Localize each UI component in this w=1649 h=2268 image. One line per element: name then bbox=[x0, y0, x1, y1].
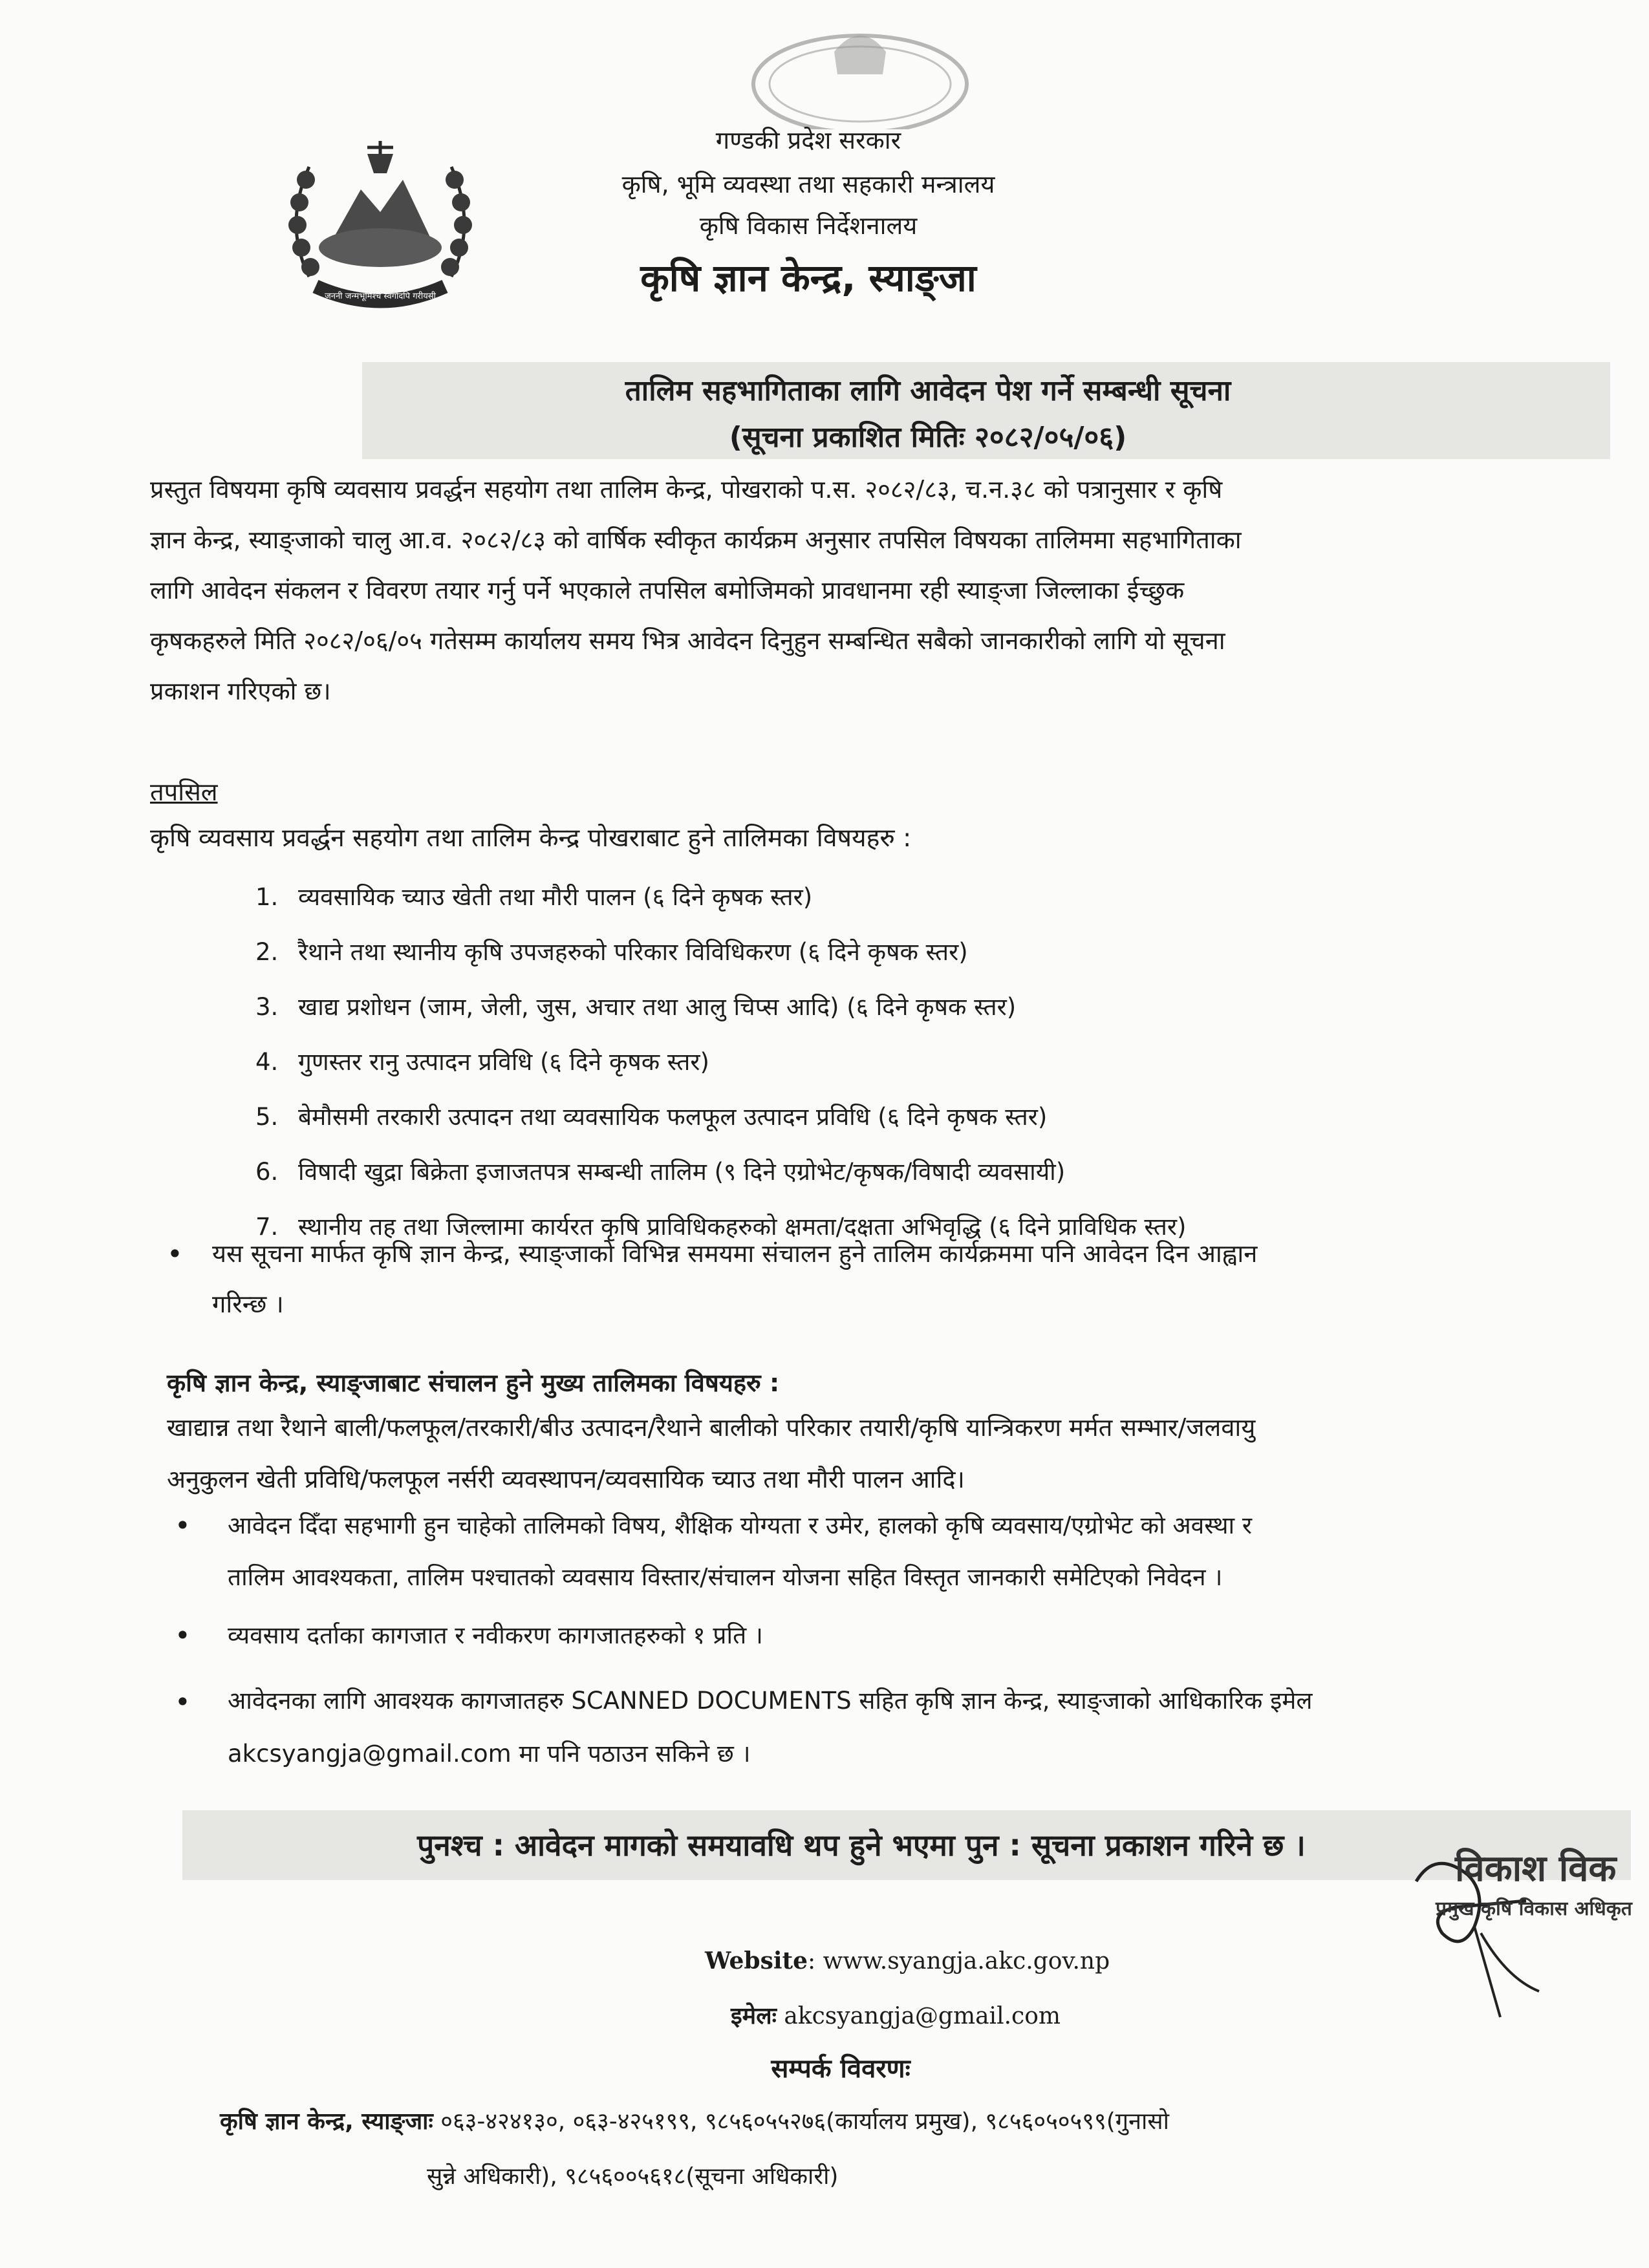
office-name: कृषि ज्ञान केन्द्र, स्याङ्जा bbox=[640, 256, 976, 300]
bullet-dot: • bbox=[175, 1510, 191, 1541]
bullet-invitation: यस सूचना मार्फत कृषि ज्ञान केन्द्र, स्याङ्जाको विभिन्न समयमा संचालन हुने तालिम कार्यक्रममा पनि आवेदन दिन आह्वान गरिन्छ । bbox=[212, 1239, 1258, 1318]
website-label: Website bbox=[705, 1947, 808, 1974]
intro-line: प्रकाशन गरिएको छ। bbox=[150, 677, 331, 705]
bullet-email-submission: आवेदनका लागि आवश्यक कागजातहरु SCANNED DOCUMENTS सहित कृषि ज्ञान केन्द्र, स्याङ्जाको आधिकारिक इमेल akcsyangja@gmail.com मा पनि पठाउन सकिने छ । bbox=[228, 1687, 1313, 1768]
list-item: 6. विषादी खुद्रा बिक्रेता इजाजतपत्र सम्बन्धी तालिम (९ दिने एग्रोभेट/कृषक/विषादी व्यवसायी) bbox=[255, 1158, 1066, 1186]
list-item: 3. खाद्य प्रशोधन (जाम, जेली, जुस, अचार तथा आलु चिप्स आदि) (६ दिने कृषक स्तर) bbox=[255, 993, 1017, 1021]
bullet-registration-docs: व्यवसाय दर्ताका कागजात र नवीकरण कागजातहरुको १ प्रति । bbox=[228, 1621, 763, 1649]
intro-line: ज्ञान केन्द्र, स्याङ्जाको चालु आ.व. २०८२/८३ को वार्षिक स्वीकृत कार्यक्रम अनुसार तपसिल विषयका तालिममा सहभागिताका bbox=[150, 526, 1242, 554]
signature-title: प्रमुख कृषि विकास अधिकृत bbox=[1436, 1898, 1632, 1920]
notice-date: (सूचना प्रकाशित मितिः २०८२/०५/०६) bbox=[729, 421, 1127, 454]
emblem-motto: जननी जन्मभूमिश्च स्वर्गादपि गरीयसी bbox=[325, 292, 436, 301]
training-list bbox=[255, 879, 1613, 1264]
signature-name: विकाश विक bbox=[1455, 1848, 1617, 1890]
signature-stamp bbox=[1397, 1836, 1643, 2030]
email-link[interactable]: akcsyangja@gmail.com bbox=[784, 2003, 1061, 2029]
list-item: 2. रैथाने तथा स्थानीय कृषि उपजहरुको परिकार विविधिकरण (६ दिने कृषक स्तर) bbox=[255, 938, 968, 966]
contact-line-1: कृषि ज्ञान केन्द्र, स्याङ्जाः ०६३-४२४१३०, ०६३-४२५१९९, ९८५६०५५२७६(कार्यालय प्रमुख), ९८५६०५०५९९(गुनासो bbox=[220, 2108, 1169, 2135]
email-line bbox=[731, 1999, 1061, 2031]
tapsil-subheading: कृषि व्यवसाय प्रवर्द्धन सहयोग तथा तालिम केन्द्र पोखराबाट हुने तालिमका विषयहरु : bbox=[150, 824, 912, 853]
ministry-name: कृषि, भूमि व्यवस्था तथा सहकारी मन्त्रालय bbox=[621, 170, 995, 198]
tapsil-heading: तपसिल bbox=[150, 778, 218, 806]
directorate-name: कृषि विकास निर्देशनालय bbox=[699, 211, 918, 240]
website-line bbox=[705, 1947, 1110, 1974]
contact-line-2: सुन्ने अधिकारी), ९८५६००५६१८(सूचना अधिकारी) bbox=[427, 2163, 839, 2190]
notice-title: तालिम सहभागिताका लागि आवेदन पेश गर्ने सम्बन्धी सूचना bbox=[625, 374, 1231, 407]
bullet-application-requirements: आवेदन दिँदा सहभागी हुन चाहेको तालिमको विषय, शैक्षिक योग्यता र उमेर, हालको कृषि व्यवसाय/एग्रोभेट को अवस्था र तालिम आवश्यकता, तालिम पश्चातको व्यवसाय विस्तार/संचालन योजना सहित विस्तृत जानकारी समेटिएको निवेदन । bbox=[228, 1512, 1253, 1591]
list-item: 1. व्यवसायिक च्याउ खेती तथा मौरी पालन (६ दिने कृषक स्तर) bbox=[255, 883, 813, 911]
contact-heading: सम्पर्क विवरणः bbox=[771, 2054, 911, 2084]
intro-line: लागि आवेदन संकलन र विवरण तयार गर्नु पर्ने भएकाले तपसिल बमोजिमको प्रावधानमा रही स्याङ्जा जिल्लाका ईच्छुक bbox=[150, 576, 1185, 604]
intro-paragraph bbox=[150, 464, 1649, 716]
email-label: इमेलः bbox=[731, 2003, 777, 2029]
akc-heading: कृषि ज्ञान केन्द्र, स्याङ्जाबाट संचालन हुने मुख्य तालिमका विषयहरु : bbox=[167, 1369, 780, 1397]
intro-line: प्रस्तुत विषयमा कृषि व्यवसाय प्रवर्द्धन सहयोग तथा तालिम केन्द्र, पोखराको प.स. २०८२/८३, च.न.३८ को पत्रानुसार र कृषि bbox=[150, 475, 1223, 504]
office-stamp bbox=[744, 13, 976, 129]
list-item: 4. गुणस्तर रानु उत्पादन प्रविधि (६ दिने कृषक स्तर) bbox=[255, 1048, 709, 1076]
intro-line: कृषकहरुले मिति २०८२/०६/०५ गतेसम्म कार्यालय समय भित्र आवेदन दिनुहुन सम्बन्धित सबैको जानकारीको लागि यो सूचना bbox=[150, 626, 1225, 655]
bullet-dot: • bbox=[175, 1686, 191, 1718]
list-item: 5. बेमौसमी तरकारी उत्पादन तथा व्यवसायिक फलफूल उत्पादन प्रविधि (६ दिने कृषक स्तर) bbox=[255, 1103, 1048, 1131]
bullet-dot: • bbox=[167, 1238, 183, 1270]
ps-note: पुनश्च : आवेदन मागको समयावधि थप हुने भएमा पुन : सूचना प्रकाशन गरिने छ । bbox=[417, 1828, 1306, 1863]
list-item: 7. स्थानीय तह तथा जिल्लामा कार्यरत कृषि प्राविधिकहरुको क्षमता/दक्षता अभिवृद्धि (६ दिने प्राविधिक स्तर) bbox=[255, 1213, 1187, 1241]
akc-body: खाद्यान्न तथा रैथाने बाली/फलफूल/तरकारी/बीउ उत्पादन/रैथाने बालीको परिकार तयारी/कृषि यान्त्रिकरण मर्मत सम्भार/जलवायु अनुकुलन खेती प्रविधि/फलफूल नर्सरी व्यवस्थापन/व्यवसायिक च्याउ तथा मौरी पालन आदि। bbox=[167, 1413, 1256, 1493]
gov-name: गण्डकी प्रदेश सरकार bbox=[715, 126, 901, 155]
bullet-dot: • bbox=[175, 1620, 191, 1651]
website-link[interactable]: : www.syangja.akc.gov.np bbox=[808, 1948, 1110, 1974]
